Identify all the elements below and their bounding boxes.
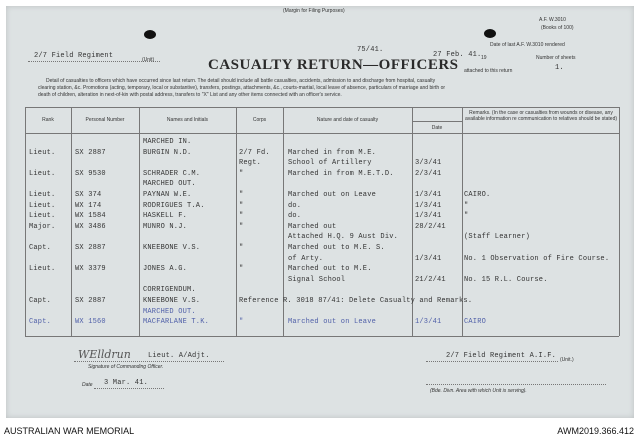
cell-rank: Lieut.	[29, 191, 56, 199]
cell-name: CORRIGENDUM.	[143, 286, 196, 295]
cell-number: WX 1584	[75, 212, 106, 221]
cell-number: WX 1560	[75, 318, 106, 327]
cell-nature: School of Artillery	[288, 159, 372, 168]
cell-name: KNEEBONE V.S.	[143, 244, 201, 252]
area-note: (Bde. Divn. Area with which Unit is serving).	[430, 388, 527, 394]
column-header-corps: Corps	[252, 117, 267, 123]
cell-corps: Regt.	[239, 159, 262, 168]
cell-nature: Signal School	[288, 275, 346, 284]
cell-rank: Lieut.	[29, 212, 56, 221]
cell-number: SX 9530	[75, 169, 106, 178]
cell-nature: do.	[288, 201, 302, 210]
date-last-value: 27 Feb. 41.	[433, 51, 482, 59]
cell-corps: "	[239, 265, 244, 274]
cell-nature: do.	[288, 212, 302, 221]
books-note: (Books of 100)	[541, 25, 574, 31]
cell-corps: "	[239, 244, 244, 252]
cell-date: 1/3/41	[415, 318, 442, 327]
cell-rank: Lieut.	[29, 169, 56, 178]
cell-nature: Marched out on Leave	[288, 318, 377, 327]
cell-rank: Capt.	[29, 297, 52, 305]
cell-rank: Lieut.	[29, 201, 56, 210]
cell-corps: 2/7 Fd.	[239, 148, 270, 157]
cell-name: MACFARLANE T.K.	[143, 318, 210, 327]
cell-name: KNEEBONE V.S.	[143, 297, 201, 305]
cell-remarks: No. 15 R.L. Course.	[464, 275, 548, 284]
sheets-value: 1.	[555, 64, 564, 72]
footer-institution: AUSTRALIAN WAR MEMORIAL	[4, 426, 135, 436]
cell-number: SX 2887	[75, 297, 106, 305]
column-header-name: Names and Initials	[166, 117, 209, 123]
column-header-date: Date	[431, 125, 443, 131]
attached-label: attached to this return	[464, 68, 513, 74]
cell-remarks: No. 1 Observation of Fire Course.	[464, 254, 610, 263]
cell-date: 21/2/41	[415, 275, 446, 284]
year-suffix: 19	[481, 55, 487, 61]
cell-date: 1/3/41	[415, 191, 442, 199]
cell-name: MARCHED IN.	[143, 138, 192, 146]
cell-name: MARCHED OUT.	[143, 180, 196, 189]
cell-nature: Marched out to M.E. S.	[288, 244, 385, 252]
handwritten-signature: WElldrun	[78, 348, 131, 361]
cell-corps: "	[239, 191, 244, 199]
cell-nature: Marched out	[288, 222, 337, 231]
date-label: Date	[82, 382, 93, 388]
cell-rank: Capt.	[29, 244, 52, 252]
cell-number: SX 2887	[75, 244, 106, 252]
instruction-line: clearing station, &c. Promotions (acting, temporary, local or substantive), transfers, postings, attachments, &c., courts-martial, local leave of absence, particulars of marriage and birth or	[38, 85, 446, 91]
column-header-nature: Nature and date of casualty	[316, 117, 379, 123]
cell-name: BURGIN N.D.	[143, 148, 192, 157]
unit-value: 2/7 Field Regiment	[34, 52, 114, 60]
cell-rank: Lieut.	[29, 265, 56, 274]
punch-hole	[484, 29, 496, 38]
cell-nature: Marched out on Leave	[288, 191, 377, 199]
cell-nature: of Arty.	[288, 254, 324, 263]
return-number: 75/41.	[357, 46, 384, 54]
cell-name: HASKELL F.	[143, 212, 188, 221]
cell-corps: "	[239, 222, 244, 231]
cell-nature: Marched in from M.E.	[288, 148, 377, 157]
cell-corps: "	[239, 169, 244, 178]
column-header-number: Personal Number	[85, 117, 125, 123]
signature-rank: Lieut. A/Adjt.	[148, 352, 210, 360]
column-header-remarks: Remarks. (In the case or casualties from wounds or disease, any available information re communication to relatives should be stated)	[464, 110, 618, 122]
page-title: CASUALTY RETURN—OFFICERS	[208, 57, 459, 73]
cell-number: WX 3486	[75, 222, 106, 231]
cell-rank: Lieut.	[29, 148, 56, 157]
cell-rank: Capt.	[29, 318, 52, 327]
cell-corps: "	[239, 318, 244, 327]
cell-remarks: "	[464, 212, 469, 221]
cell-remarks: (Staff Learner)	[464, 233, 531, 242]
cell-name: PAYNAN W.E.	[143, 191, 192, 199]
cell-date: 1/3/41	[415, 254, 442, 263]
signature-label: Signature of Commanding Officer.	[88, 364, 164, 370]
cell-name: SCHRADER C.M.	[143, 169, 201, 178]
cell-corps: "	[239, 212, 244, 221]
footer-accession: AWM2019.366.412	[557, 426, 634, 436]
instruction-line: death of children, alteration in next-of-kin with postal address, transfers to "X" List and any other items connected with an officer's service.	[38, 92, 342, 98]
signature-unit: 2/7 Field Regiment A.I.F.	[446, 352, 557, 360]
cell-nature: Marched in from M.E.T.D.	[288, 169, 394, 178]
cell-number: WX 3379	[75, 265, 106, 274]
column-header-rank: Rank	[42, 117, 54, 123]
cell-number: SX 374	[75, 191, 102, 199]
cell-number: SX 2887	[75, 148, 106, 157]
cell-name: RODRIGUES T.A.	[143, 201, 205, 210]
signature-unit-label: (Unit.)	[560, 357, 574, 363]
cell-date: 2/3/41	[415, 169, 442, 178]
cell-corps: Reference R. 3018 87/41: Delete Casualty and Remarks.	[239, 297, 473, 305]
cell-nature: Attached H.Q. 9 Aust Div.	[288, 233, 399, 242]
sheets-label: Number of sheets	[536, 55, 576, 61]
footer-bar	[0, 420, 640, 441]
cell-rank: Major.	[29, 222, 56, 231]
unit-label: (Unit)	[142, 57, 155, 63]
cell-nature: Marched out to M.E.	[288, 265, 372, 274]
signature-date: 3 Mar. 41.	[104, 379, 149, 387]
cell-date: 1/3/41	[415, 201, 442, 210]
cell-number: WX 174	[75, 201, 102, 210]
cell-remarks: CAIRO	[464, 318, 487, 327]
cell-date: 1/3/41	[415, 212, 442, 221]
cell-date: 28/2/41	[415, 222, 446, 231]
cell-name: JONES A.G.	[143, 265, 188, 274]
cell-name: MUNRO N.J.	[143, 222, 188, 231]
cell-name: MARCHED OUT.	[143, 307, 196, 316]
cell-corps: "	[239, 201, 244, 210]
cell-date: 3/3/41	[415, 159, 442, 168]
date-last-label: Date of last A.F. W.3010 rendered	[490, 42, 565, 48]
margin-note: (Margin for Filing Purposes)	[283, 8, 345, 14]
cell-remarks: CAIRO.	[464, 191, 491, 199]
cell-remarks: "	[464, 201, 469, 210]
punch-hole	[144, 30, 156, 39]
form-id: A.F. W.3010	[539, 17, 566, 23]
instruction-line: Detail of casualties to officers which have occurred since last return. The detail should include all battle casualties, accidents, admission to and discharge from hospital, casualty	[46, 78, 436, 84]
